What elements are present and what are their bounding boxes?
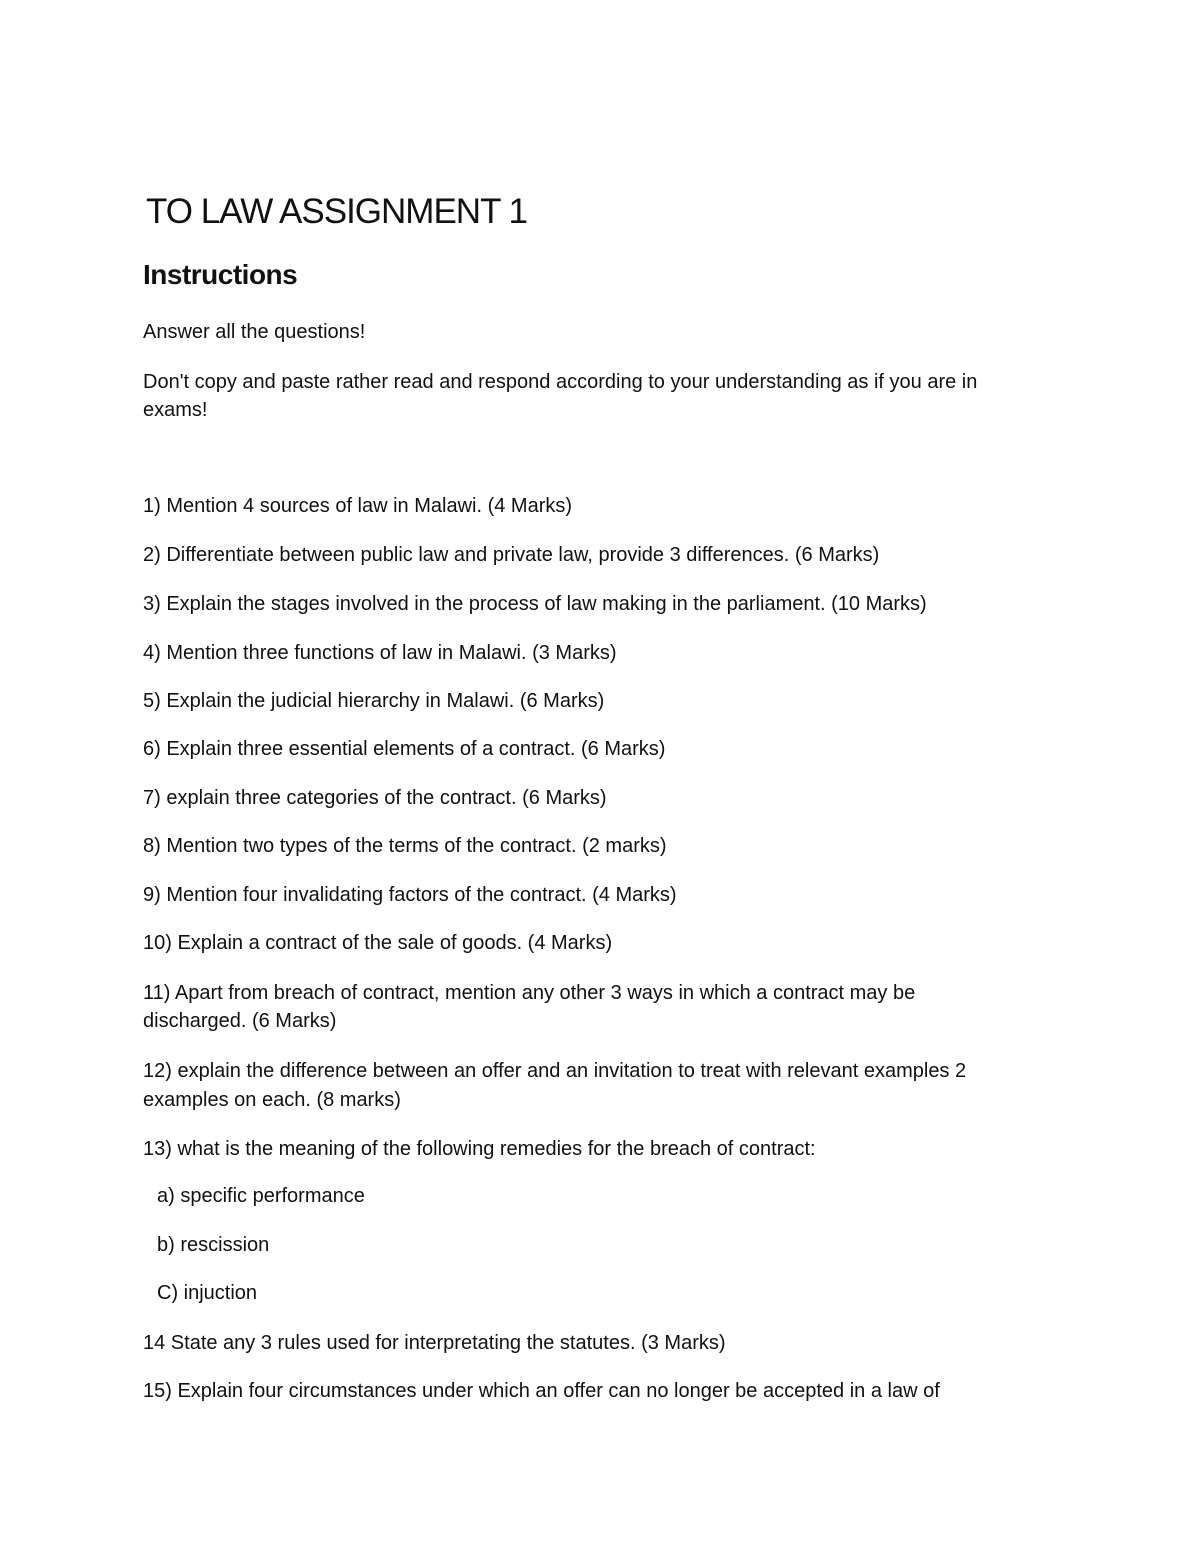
instruction-line: Don't copy and paste rather read and respond according to your understanding as if you are in: [143, 371, 978, 393]
question-line: 9) Mention four invalidating factors of the contract. (4 Marks): [143, 884, 677, 906]
question-line: 14 State any 3 rules used for interpretating the statutes. (3 Marks): [143, 1332, 726, 1354]
question-line: 4) Mention three functions of law in Malawi. (3 Marks): [143, 642, 617, 664]
question-line: 13) what is the meaning of the following remedies for the breach of contract:: [143, 1138, 816, 1160]
question-line: 6) Explain three essential elements of a contract. (6 Marks): [143, 738, 666, 760]
question-line: 2) Differentiate between public law and private law, provide 3 differences. (6 Marks): [143, 544, 880, 566]
instruction-line: Answer all the questions!: [143, 321, 366, 343]
question-line: 15) Explain four circumstances under which an offer can no longer be accepted in a law of: [143, 1380, 940, 1402]
question-line: 10) Explain a contract of the sale of goods. (4 Marks): [143, 932, 613, 954]
instructions-heading: Instructions: [143, 259, 298, 290]
question-line: 8) Mention two types of the terms of the contract. (2 marks): [143, 835, 667, 857]
question-line: 1) Mention 4 sources of law in Malawi. (4 Marks): [143, 495, 573, 517]
sub-question-line: b) rescission: [157, 1234, 270, 1256]
question-line: 7) explain three categories of the contract. (6 Marks): [143, 787, 607, 809]
question-line: 3) Explain the stages involved in the process of law making in the parliament. (10 Marks): [143, 593, 927, 615]
question-line: 11) Apart from breach of contract, mention any other 3 ways in which a contract may be: [143, 982, 916, 1004]
question-line: discharged. (6 Marks): [143, 1010, 337, 1032]
question-line: 12) explain the difference between an offer and an invitation to treat with relevant examples 2: [143, 1060, 967, 1082]
question-line: examples on each. (8 marks): [143, 1089, 401, 1111]
sub-question-line: C) injuction: [157, 1282, 258, 1304]
sub-question-line: a) specific performance: [157, 1185, 365, 1207]
instruction-line: exams!: [143, 399, 208, 421]
document-title: TO LAW ASSIGNMENT 1: [146, 192, 528, 231]
question-line: 5) Explain the judicial hierarchy in Malawi. (6 Marks): [143, 690, 605, 712]
